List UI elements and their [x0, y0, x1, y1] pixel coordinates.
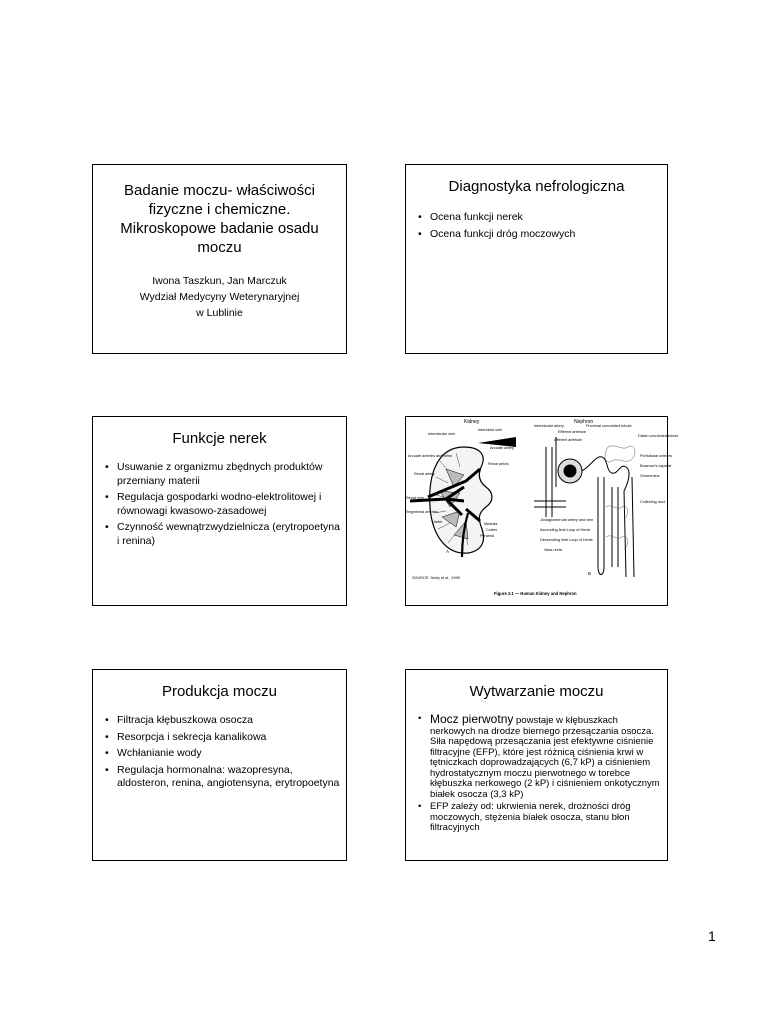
- presentation-title: [103, 181, 336, 257]
- bullet-item: • Regulacja gospodarki wodno-elektrolitowej i równowagi kwasowo-zasadowej: [105, 491, 340, 518]
- slide-wytwarzanie-moczu: [405, 669, 668, 861]
- slide-title: Wytwarzanie moczu: [469, 683, 604, 700]
- capillary-network-shape: [605, 446, 635, 549]
- slide-diagnostyka: [405, 164, 668, 354]
- label-interlobular-vein: Interlobular vein: [428, 432, 456, 436]
- label-medulla: Medulla: [484, 522, 498, 526]
- label-vasa-recta: Vasa recta: [544, 548, 562, 552]
- slide-title: Funkcje nerek: [172, 430, 267, 447]
- bullet-item: • EFP zależy od: ukrwienia nerek, drożności dróg moczowych, stężenia białek osocza, stanu błon filtracyjnych: [418, 802, 661, 834]
- label-cortex: Cortex: [486, 528, 498, 532]
- label-arcuate-arteries-veins: Arcuate arteries and veins: [408, 454, 453, 458]
- label-interlobar-vein: Interlobar vein: [478, 428, 503, 432]
- bullet-list: [418, 211, 661, 244]
- label-segmental-arteries: Segmental arteries: [406, 510, 438, 514]
- bullet-item: • Resorpcja i sekrecja kanalikowa: [105, 731, 340, 745]
- bullet-item: • Regulacja hormonalna: wazopresyna, aldosteron, renina, angiotensyna, erytropoetyna: [105, 764, 340, 791]
- authors-block: [103, 273, 336, 321]
- bullet-lead-text: Mocz pierwotny: [430, 712, 514, 726]
- bullet-list: [105, 461, 340, 551]
- bullet-list: [105, 714, 340, 794]
- label-renal-artery: Renal artery: [414, 472, 435, 476]
- bullet-item: [418, 714, 661, 800]
- title-line: moczu: [197, 239, 242, 256]
- label-glomerulus: Glomerulus: [640, 474, 660, 478]
- slide-produkcja-moczu: [92, 669, 347, 861]
- label-peritubular-arteries: Peritubular arteries: [640, 454, 673, 458]
- label-bowman-capsule: Bowman's capsule: [640, 464, 672, 468]
- label-proximal-convoluted-tubule: Proximal convoluted tubule: [586, 424, 632, 428]
- nephron-shape: [534, 437, 634, 577]
- bullet-item: • Ocena funkcji nerek: [418, 211, 661, 225]
- bullet-list: [418, 714, 661, 836]
- title-line: fizyczne i chemiczne.: [148, 201, 291, 218]
- label-renal-pelvis: Renal pelvis: [488, 462, 509, 466]
- figure-caption: Figure 2.1 — Human Kidney and Nephron: [494, 591, 577, 596]
- figure-source: SOURCE: Seely et al., 1995: [412, 576, 460, 580]
- authors-line: Iwona Taszkun, Jan Marczuk: [152, 275, 287, 287]
- figure-header-kidney: Kidney: [464, 419, 480, 425]
- slide-title: Produkcja moczu: [161, 683, 278, 700]
- figure-header-nephron: Nephron: [574, 419, 594, 425]
- label-interlobular-artery: Interlobular artery: [534, 424, 564, 428]
- title-line: Badanie moczu- właściwości: [124, 182, 315, 199]
- label-juxtaglomerular: Juxtaglomerular artery and vein: [540, 518, 594, 522]
- bullet-item: • Ocena funkcji dróg moczowych: [418, 228, 661, 242]
- bullet-item: • Czynność wewnątrzwydzielnicza (erytropoetyna i renina): [105, 521, 340, 548]
- label-collecting-duct: Collecting duct: [640, 500, 665, 504]
- label-ascending-limb: Ascending limb Loop of Henle: [540, 528, 591, 532]
- label-afferent-arteriole: Afferent arteriole: [554, 438, 583, 442]
- label-descending-limb: Descending limb Loop of Henle: [540, 538, 593, 542]
- slide-title: Diagnostyka nefrologiczna: [448, 178, 625, 195]
- slide-kidney-figure: [405, 416, 679, 606]
- title-line: Mikroskopowe badanie osadu: [120, 220, 319, 237]
- label-ureter: Ureter: [432, 520, 443, 524]
- label-distal-convoluted-tubule: Distal convoluted tubule: [638, 434, 679, 438]
- label-efferent-arteriole: Efferent arteriole: [558, 430, 587, 434]
- label-renal-vein: Renal vein: [406, 496, 424, 500]
- panel-label-b: B: [588, 571, 592, 576]
- bullet-item: • Wchłanianie wody: [105, 747, 340, 761]
- kidney-nephron-diagram: [406, 417, 679, 605]
- label-pyramid: Pyramid: [480, 534, 494, 538]
- bullet-item: • Usuwanie z organizmu zbędnych produktów przemiany materii: [105, 461, 340, 488]
- label-arcuate-artery: Arcuate artery: [490, 446, 514, 450]
- authors-line: Wydział Medycyny Weterynaryjnej: [139, 291, 300, 303]
- bullet-body-text: powstaje w kłębuszkach nerkowych na drodze biernego przesączania osocza. Siła napędową przesączania jest efektywne ciśnienie filtracyjne (EFP), które jest różnicą ciśnienia krwi w tętniczkach doprowadzających (6,7 kP) a ciśnieniem hydrostatycznym moczu pierwotnego w torebce kłębuszka nerkowego (2 kP) i ciśnieniem onkotycznym białek osocza (3,3 kP): [430, 715, 660, 800]
- panel-label-a: A: [446, 549, 450, 554]
- bullet-item: • Filtracja kłębuszkowa osocza: [105, 714, 340, 728]
- slide-funkcje-nerek: [92, 416, 347, 606]
- page-number: 1: [708, 928, 716, 944]
- authors-line: w Lublinie: [196, 307, 243, 319]
- slide-title-page: [92, 164, 347, 354]
